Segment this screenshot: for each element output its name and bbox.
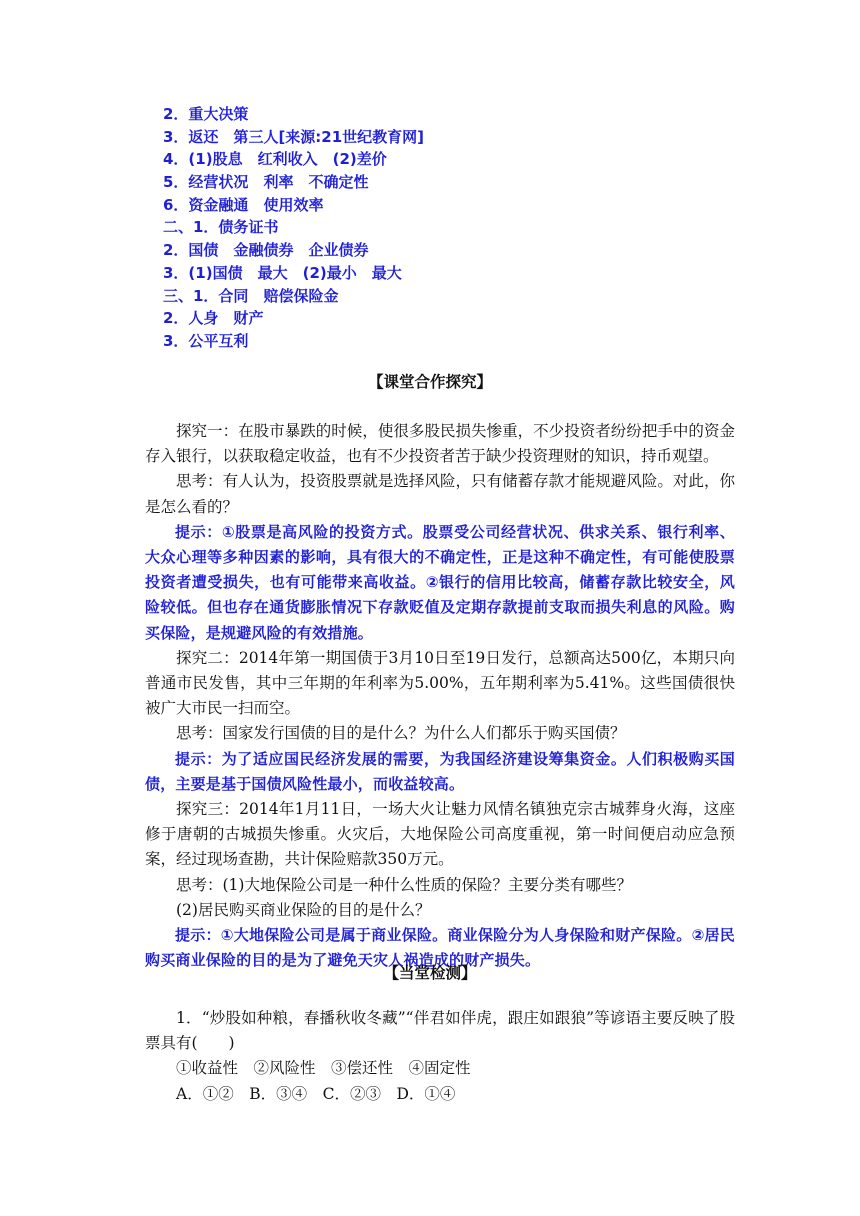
test-section xyxy=(145,1006,735,1107)
answer-line: 3．返还 第三人[来源:21世纪教育网] xyxy=(163,127,425,146)
question-1-options: A．①② B．③④ C．②③ D．①④ xyxy=(176,1084,456,1103)
think-1-text: 思考：有人认为，投资股票就是选择风险，只有储蓄存款才能规避风险。对此，你是怎么看的？ xyxy=(145,472,735,516)
question-1-text: 1．“炒股如种粮，春播秋收冬藏”“伴君如伴虎，跟庄如跟狼”等谚语主要反映了股票具有( ) xyxy=(145,1009,735,1053)
answer-line: 2．人身 财产 xyxy=(163,309,264,328)
hint-3-text: 提示：①大地保险公司是属于商业保险。商业保险分为人身保险和财产保险。②居民购买商业保险的目的是为了避免天灾人祸造成的财产损失。 xyxy=(145,926,735,970)
section-heading-class-test: 【当堂检测】 xyxy=(383,964,477,982)
think-3b-text: (2)居民购买商业保险的目的是什么？ xyxy=(176,900,431,919)
inquiry-3-text: 探究三：2014年1月11日，一场大火让魅力风情名镇独克宗古城葬身火海，这座修于唐朝的古城损失惨重。火灾后，大地保险公司高度重视，第一时间便启动应急预案，经过现场查勘，共计保险赔款350万元。 xyxy=(145,800,735,869)
answer-line: 3．(1)国债 最大 (2)最小 最大 xyxy=(163,263,402,282)
section-heading-class-cooperation: 【课堂合作探究】 xyxy=(367,373,492,391)
answer-line: 4．(1)股息 红利收入 (2)差价 xyxy=(163,150,387,169)
answer-key-list xyxy=(163,103,763,353)
think-2-text: 思考：国家发行国债的目的是什么？为什么人们都乐于购买国债？ xyxy=(176,724,626,743)
answer-line: 2．国债 金融债券 企业债券 xyxy=(163,241,369,260)
answer-line: 6．资金融通 使用效率 xyxy=(163,195,324,214)
answer-line: 3．公平互利 xyxy=(163,331,249,350)
answer-line: 2．重大决策 xyxy=(163,105,249,123)
answer-line: 二、1．债务证书 xyxy=(163,218,279,237)
answer-line: 5．经营状况 利率 不确定性 xyxy=(163,173,369,192)
inquiry-1-text: 探究一：在股市暴跌的时候，使很多股民损失惨重，不少投资者纷纷把手中的资金存入银行，以获取稳定收益，也有不少投资者苦于缺少投资理财的知识，持币观望。 xyxy=(145,422,735,466)
inquiry-section xyxy=(145,419,735,973)
question-1-items: ①收益性 ②风险性 ③偿还性 ④固定性 xyxy=(176,1059,471,1078)
inquiry-2-text: 探究二：2014年第一期国债于3月10日至19日发行，总额高达500亿，本期只向普通市民发售，其中三年期的年利率为5.00%，五年期利率为5.41%。这些国债很快被广大市民一扫而空。 xyxy=(145,648,735,718)
think-3a-text: 思考：(1)大地保险公司是一种什么性质的保险？主要分类有哪些？ xyxy=(176,875,632,894)
hint-2-text: 提示：为了适应国民经济发展的需要，为我国经济建设筹集资金。人们积极购买国债，主要是基于国债风险性最小，而收益较高。 xyxy=(145,749,735,793)
hint-1-text: 提示：①股票是高风险的投资方式。股票受公司经营状况、供求关系、银行利率、大众心理等多种因素的影响，具有很大的不确定性，正是这种不确定性，有可能使股票投资者遭受损失，也有可能带来高收益。②银行的信用比较高，储蓄存款比较安全，风险较低。但也存在通货膨胀情况下存款贬值及定期存款提前支取而损失利息的风险。购买保险，是规避风险的有效措施。 xyxy=(145,522,735,642)
answer-line: 三、1．合同 赔偿保险金 xyxy=(163,286,339,305)
